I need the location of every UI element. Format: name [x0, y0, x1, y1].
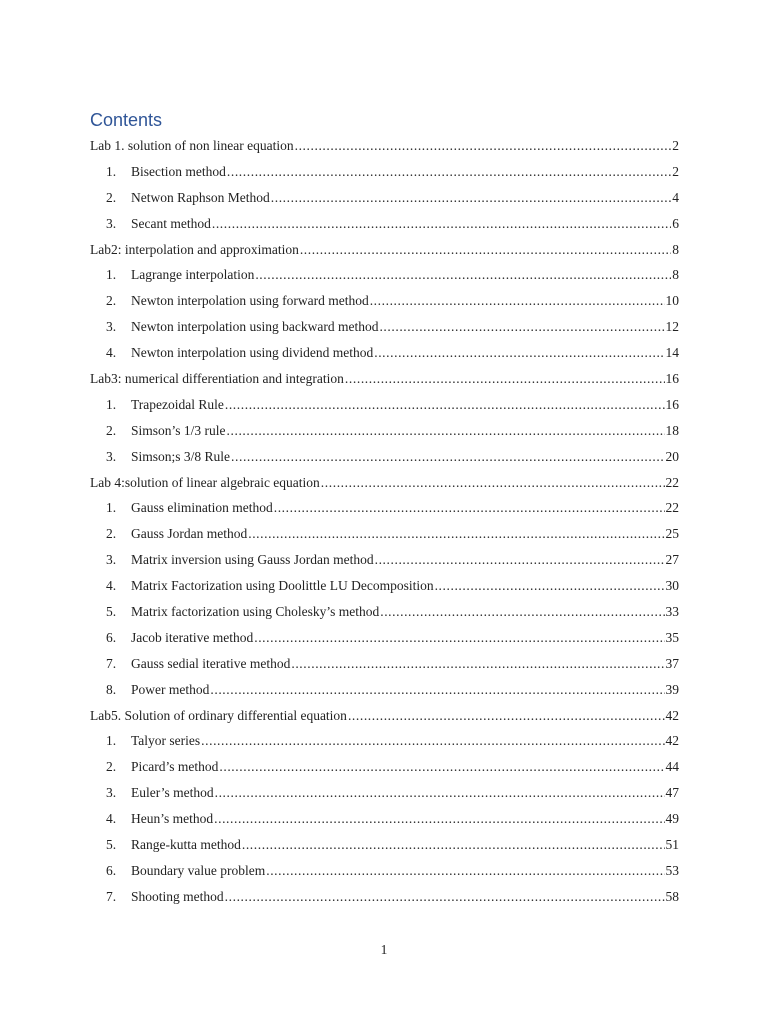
toc-dot-leader	[375, 547, 665, 573]
toc-entry-number: 1.	[106, 500, 117, 516]
toc-entry-page-number: 6	[672, 215, 679, 231]
toc-entry-page-number: 42	[665, 733, 679, 749]
toc-entry-number: 4.	[106, 811, 117, 827]
toc-entry-page-number: 8	[672, 267, 679, 283]
toc-entry-number: 2.	[106, 759, 117, 775]
toc-entry-label: Bisection method	[131, 163, 226, 179]
toc-subsection-entry[interactable]	[90, 677, 679, 703]
toc-subsection-entry[interactable]	[90, 211, 679, 237]
toc-entry-label: Lab5. Solution of ordinary differential equation	[90, 707, 347, 723]
toc-entry-label: Picard’s method	[131, 759, 219, 775]
toc-entry-number: 5.	[106, 604, 117, 620]
toc-dot-leader	[225, 392, 665, 418]
toc-entry-number: 1.	[106, 733, 117, 749]
toc-dot-leader	[225, 884, 665, 910]
toc-entry-label: Boundary value problem	[131, 862, 266, 878]
toc-entry-label: Matrix Factorization using Doolittle LU Decomposition	[131, 578, 434, 594]
toc-entry-page-number: 51	[665, 837, 679, 853]
toc-section-entry[interactable]	[90, 366, 679, 392]
toc-dot-leader	[266, 858, 664, 884]
toc-dot-leader	[370, 288, 665, 314]
toc-entry-page-number: 49	[665, 811, 679, 827]
toc-entry-page-number: 2	[672, 163, 679, 179]
toc-entry-page-number: 44	[665, 759, 679, 775]
toc-dot-leader	[300, 237, 671, 263]
toc-dot-leader	[227, 418, 665, 444]
toc-entry-number: 3.	[106, 319, 117, 335]
toc-entry-page-number: 2	[672, 138, 679, 153]
toc-subsection-entry[interactable]	[90, 651, 679, 677]
toc-entry-page-number: 16	[665, 371, 679, 387]
toc-entry-label: Lab2: interpolation and approximation	[90, 241, 299, 257]
toc-subsection-entry[interactable]	[90, 340, 679, 366]
toc-dot-leader	[201, 728, 664, 754]
toc-entry-label: Lab 1. solution of non linear equation	[90, 138, 294, 153]
toc-subsection-entry[interactable]	[90, 599, 679, 625]
toc-entry-number: 4.	[106, 578, 117, 594]
toc-entry-label: Lagrange interpolation	[131, 267, 255, 283]
toc-subsection-entry[interactable]	[90, 314, 679, 340]
toc-entry-page-number: 20	[665, 448, 679, 464]
toc-dot-leader	[231, 444, 664, 470]
toc-entry-number: 3.	[106, 448, 117, 464]
toc-entry-page-number: 22	[665, 500, 679, 516]
page-number: 1	[380, 942, 388, 957]
toc-heading: Contents	[90, 110, 163, 130]
toc-entry-label: Gauss sedial iterative method	[131, 655, 291, 671]
toc-subsection-entry[interactable]	[90, 521, 679, 547]
toc-entry-label: Power method	[131, 681, 210, 697]
toc-dot-leader	[214, 806, 664, 832]
toc-subsection-entry[interactable]	[90, 418, 679, 444]
toc-entry-label: Lab 4:solution of linear algebraic equation	[90, 474, 320, 490]
toc-entry-page-number: 12	[665, 319, 679, 335]
toc-entry-page-number: 53	[665, 862, 679, 878]
toc-entry-label: Simson;s 3/8 Rule	[131, 448, 231, 464]
toc-section-entry[interactable]	[90, 703, 679, 729]
toc-entry-label: Secant method	[131, 215, 211, 231]
toc-subsection-entry[interactable]	[90, 754, 679, 780]
toc-entry-number: 1.	[106, 267, 117, 283]
toc-entry-page-number: 4	[672, 189, 679, 205]
toc-dot-leader	[242, 832, 665, 858]
toc-dot-leader	[379, 314, 664, 340]
toc-entry-number: 6.	[106, 862, 117, 878]
toc-entry-label: Talyor series	[131, 733, 201, 749]
toc-entry-number: 1.	[106, 396, 117, 412]
toc-entry-number: 6.	[106, 629, 117, 645]
toc-dot-leader	[215, 780, 665, 806]
toc-subsection-entry[interactable]	[90, 858, 679, 884]
toc-entry-number: 2.	[106, 189, 117, 205]
toc-entry-page-number: 14	[665, 345, 679, 361]
toc-entry-label: Netwon Raphson Method	[131, 189, 270, 205]
toc-entry-page-number: 8	[672, 241, 679, 257]
toc-section-entry[interactable]	[90, 237, 679, 263]
toc-subsection-entry[interactable]	[90, 159, 679, 185]
toc-entry-number: 3.	[106, 215, 117, 231]
toc-section-entry[interactable]	[90, 470, 679, 496]
toc-subsection-entry[interactable]	[90, 288, 679, 314]
toc-subsection-entry[interactable]	[90, 573, 679, 599]
toc-entry-page-number: 35	[665, 629, 679, 645]
toc-entry-number: 8.	[106, 681, 117, 697]
toc-entry-number: 7.	[106, 655, 117, 671]
toc-subsection-entry[interactable]	[90, 625, 679, 651]
toc-entry-page-number: 30	[665, 578, 679, 594]
toc-subsection-entry[interactable]	[90, 495, 679, 521]
toc-entry-label: Newton interpolation using dividend method	[131, 345, 374, 361]
toc-dot-leader	[348, 703, 665, 729]
toc-subsection-entry[interactable]	[90, 262, 679, 288]
toc-entry-label: Euler’s method	[131, 785, 214, 801]
toc-dot-leader	[374, 340, 664, 366]
toc-entry-page-number: 58	[665, 888, 679, 904]
toc-entry-page-number: 39	[665, 681, 679, 697]
toc-dot-leader	[435, 573, 665, 599]
toc-entry-number: 2.	[106, 293, 117, 309]
toc-subsection-entry[interactable]	[90, 547, 679, 573]
toc-dot-leader	[321, 470, 665, 496]
toc-dot-leader	[255, 262, 671, 288]
toc-entry-page-number: 27	[665, 552, 679, 568]
toc-subsection-entry[interactable]	[90, 392, 679, 418]
toc-dot-leader	[291, 651, 664, 677]
toc-entry-label: Trapezoidal Rule	[131, 396, 224, 412]
toc-entry-number: 2.	[106, 526, 117, 542]
toc-entry-page-number: 37	[665, 655, 679, 671]
toc-subsection-entry[interactable]	[90, 185, 679, 211]
toc-entry-label: Newton interpolation using forward method	[131, 293, 369, 309]
toc-entry-page-number: 25	[665, 526, 679, 542]
toc-entry-label: Gauss elimination method	[131, 500, 273, 516]
toc-entry-page-number: 16	[665, 396, 679, 412]
toc-entry-label: Matrix factorization using Cholesky’s method	[131, 604, 380, 620]
toc-entry-label: Simson’s 1/3 rule	[131, 422, 226, 438]
toc-dot-leader	[254, 625, 664, 651]
toc-entry-number: 1.	[106, 163, 117, 179]
toc-entry-label: Lab3: numerical differentiation and integration	[90, 371, 344, 387]
toc-dot-leader	[248, 521, 664, 547]
toc-dot-leader	[274, 495, 665, 521]
toc-dot-leader	[295, 133, 672, 159]
toc-entry-label: Heun’s method	[131, 811, 214, 827]
toc-entry-page-number: 22	[665, 474, 679, 490]
toc-entry-label: Range-kutta method	[131, 837, 241, 853]
toc-entry-page-number: 47	[665, 785, 679, 801]
toc-subsection-entry[interactable]	[90, 444, 679, 470]
toc-dot-leader	[271, 185, 672, 211]
toc-entry-number: 3.	[106, 785, 117, 801]
toc-entry-number: 3.	[106, 552, 117, 568]
toc-dot-leader	[212, 211, 671, 237]
toc-subsection-entry[interactable]	[90, 806, 679, 832]
toc-dot-leader	[219, 754, 664, 780]
toc-entry-page-number: 10	[665, 293, 679, 309]
toc-entry-label: Shooting method	[131, 888, 224, 904]
toc-entry-label: Jacob iterative method	[131, 629, 254, 645]
toc-entry-number: 5.	[106, 837, 117, 853]
toc-entry-page-number: 18	[665, 422, 679, 438]
table-of-contents	[90, 133, 679, 910]
toc-dot-leader	[345, 366, 665, 392]
toc-subsection-entry[interactable]	[90, 728, 679, 754]
toc-subsection-entry[interactable]	[90, 832, 679, 858]
toc-entry-page-number: 33	[665, 604, 679, 620]
toc-dot-leader	[380, 599, 664, 625]
toc-subsection-entry[interactable]	[90, 780, 679, 806]
toc-dot-leader	[210, 677, 664, 703]
toc-entry-number: 7.	[106, 888, 117, 904]
toc-entry-label: Gauss Jordan method	[131, 526, 248, 542]
toc-entry-number: 2.	[106, 422, 117, 438]
toc-section-entry[interactable]	[90, 133, 679, 159]
toc-entry-page-number: 42	[665, 707, 679, 723]
toc-entry-number: 4.	[106, 345, 117, 361]
toc-dot-leader	[227, 159, 671, 185]
toc-subsection-entry[interactable]	[90, 884, 679, 910]
toc-entry-label: Matrix inversion using Gauss Jordan method	[131, 552, 374, 568]
toc-entry-label: Newton interpolation using backward method	[131, 319, 379, 335]
